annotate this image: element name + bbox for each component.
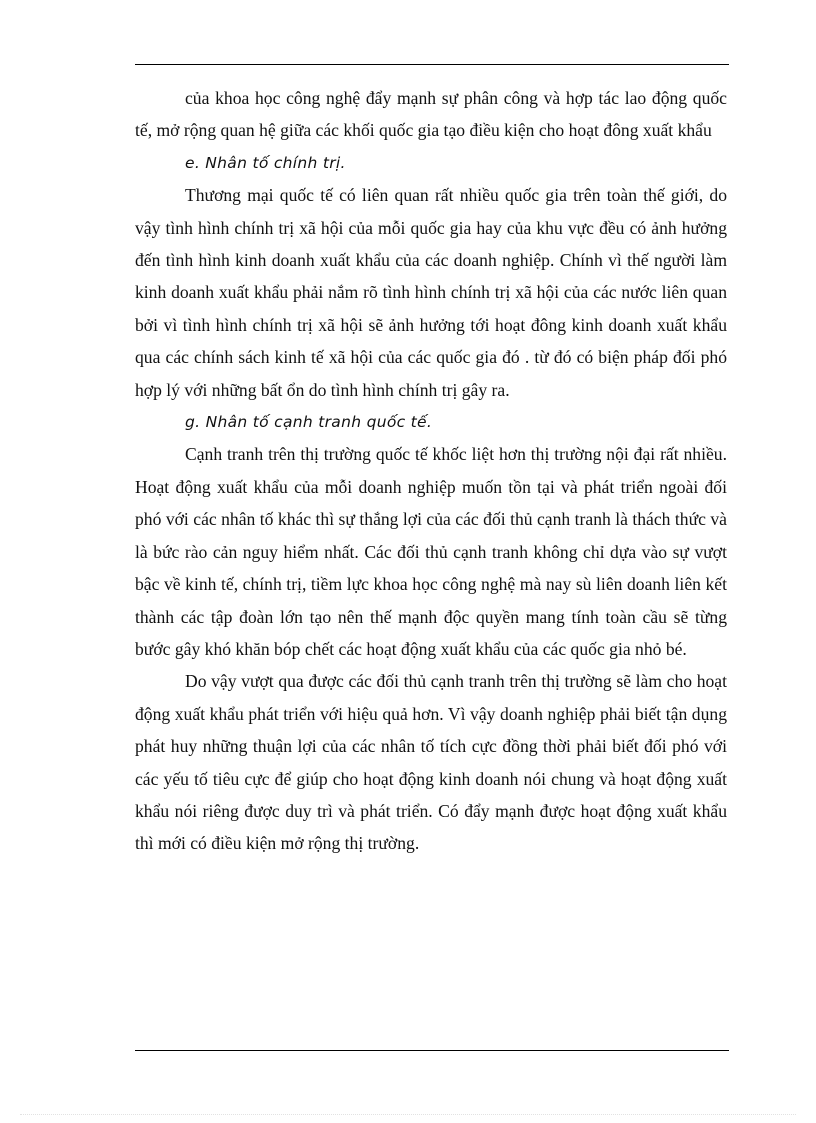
paragraph-competition-factor: Cạnh tranh trên thị trường quốc tế khốc liệt hơn thị trường nội đại rất nhiều. Hoạt động xuất khẩu của mỗi doanh nghiệp muốn tồn tại và phát triển ngoài đối phó với các nhân tố khác thì sự thắng lợi của các đối thủ cạnh tranh là thách thức và là bức rào cản nguy hiểm nhất. Các đối thủ cạnh tranh không chỉ dựa vào sự vượt bậc về kinh tế, chính trị, tiềm lực khoa học công nghệ mà nay sù liên doanh liên kết thành các tập đoàn lớn tạo nên thế mạnh độc quyền mang tính toàn cầu sẽ từng bước gây khó khăn bóp chết các hoạt động xuất khẩu của các quốc gia nhỏ bé. [135, 444, 727, 659]
document-body [135, 82, 727, 860]
header-rule [135, 64, 729, 65]
section-heading-competition-factor: g. Nhân tố cạnh tranh quốc tế. [185, 413, 433, 432]
section-heading-political-factor: e. Nhân tố chính trị. [185, 153, 346, 172]
paragraph-political-factor: Thương mại quốc tế có liên quan rất nhiều quốc gia trên toàn thế giới, do vậy tình hình chính trị xã hội của mỗi quốc gia hay của khu vực đều có ảnh hưởng đến tình hình kinh doanh xuất khẩu của các doanh nghiệp. Chính vì thế người làm kinh doanh xuất khẩu phải nắm rõ tình hình chính trị xã hội của các nước liên quan bởi vì tình hình chính trị xã hội sẽ ảnh hưởng tới hoạt đông kinh doanh xuất khẩu qua các chính sách kinh tế xã hội của các quốc gia đó . từ đó có biện pháp đối phó hợp lý với những bất ổn do tình hình chính trị gây ra. [135, 185, 727, 400]
footer-rule [135, 1050, 729, 1051]
paragraph-continuation: của khoa học công nghệ đẩy mạnh sự phân công và hợp tác lao động quốc tế, mở rộng quan hệ giữa các khối quốc gia tạo điều kiện cho hoạt đông xuất khẩu [135, 88, 727, 141]
paragraph-conclusion: Do vậy vượt qua được các đối thủ cạnh tranh trên thị trường sẽ làm cho hoạt động xuất khẩu phát triển với hiệu quả hơn. Vì vậy doanh nghiệp phải biết tận dụng phát huy những thuận lợi của các nhân tố tích cực đồng thời phải biết đối phó với các yếu tố tiêu cực để giúp cho hoạt động kinh doanh nói chung và hoạt động xuất khẩu nói riêng được duy trì và phát triển. Có đẩy mạnh được hoạt động xuất khẩu thì mới có điều kiện mở rộng thị trường. [135, 671, 727, 854]
page-edge-dotted-line [20, 1114, 796, 1115]
